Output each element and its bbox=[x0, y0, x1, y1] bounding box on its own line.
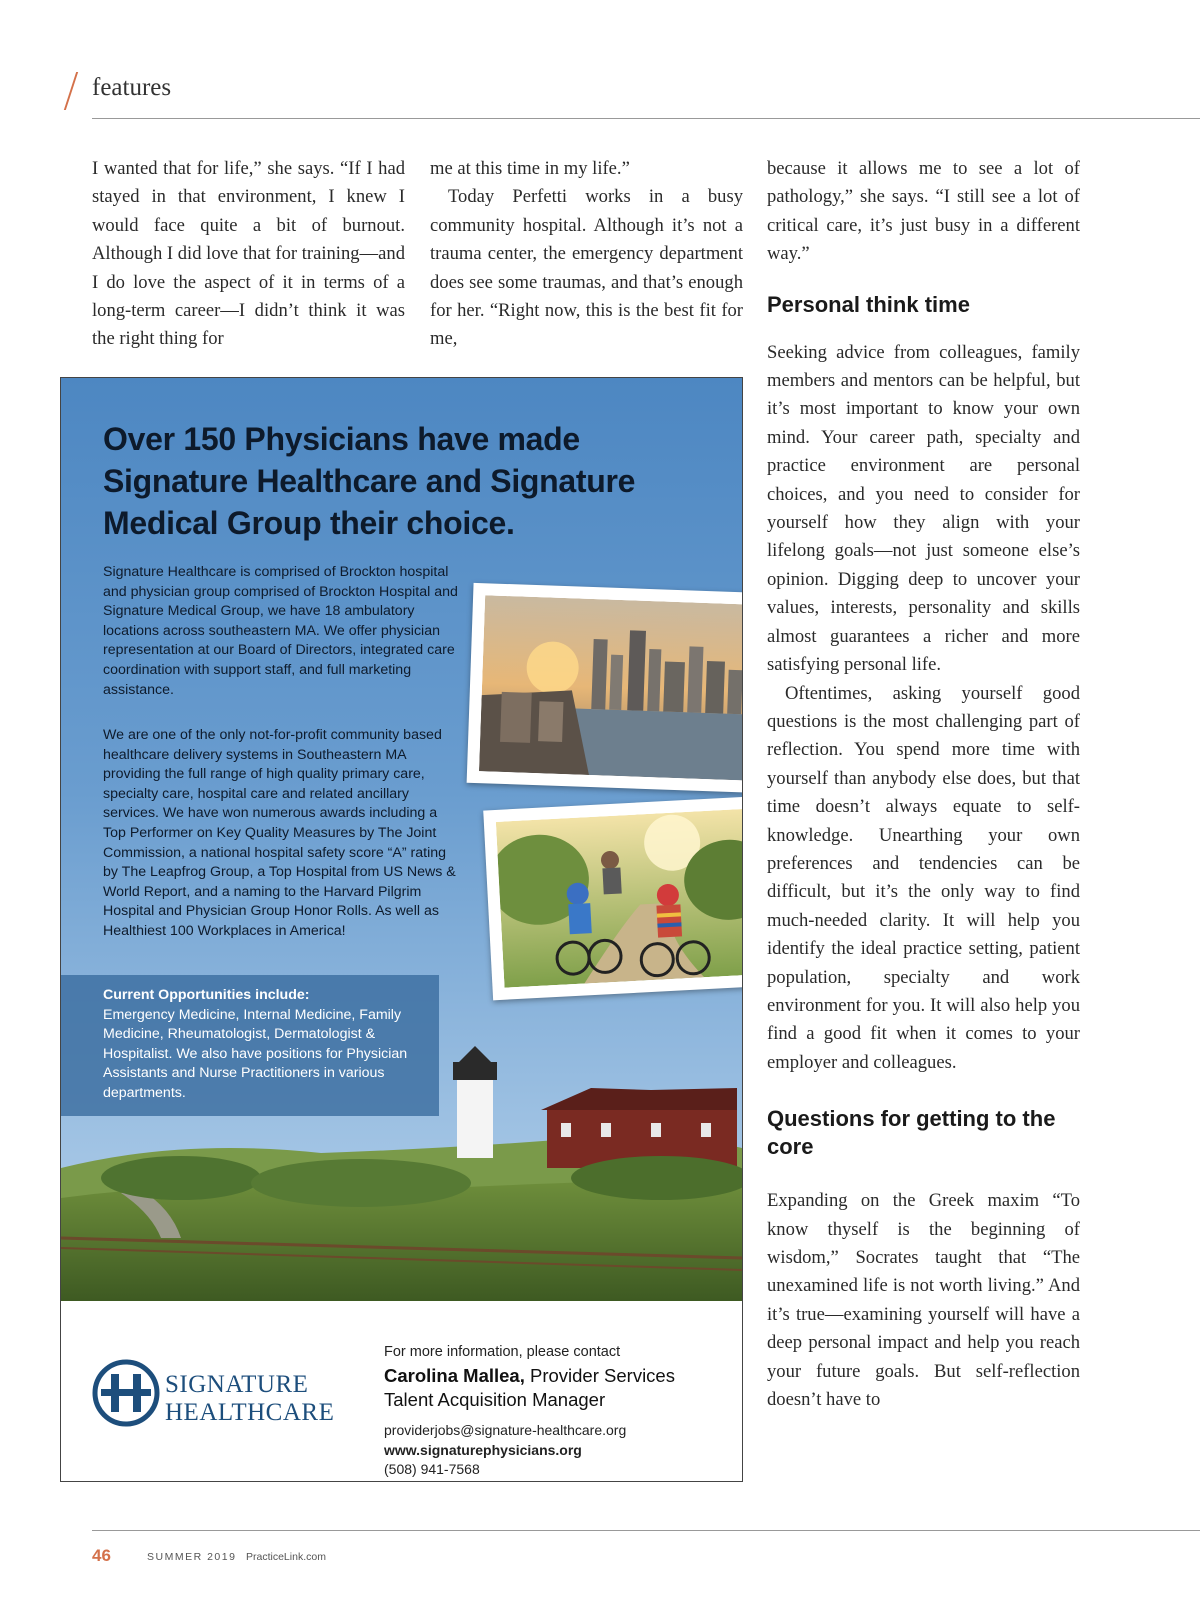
article-paragraph: I wanted that for life,” she says. “If I had stayed in that environment, I knew I would face quite a bit of burnout. Although I did love that for training—and I do love the aspect of it in terms of a long-term career—I didn’t think it was the right thing for bbox=[92, 158, 405, 350]
ad-paragraph-2: We are one of the only not-for-profit community based healthcare delivery systems in Southeastern MA providing the full range of high quality primary care, specialty care, hospital care and related ancillary services. We have won numerous awards including a Top Performer on Key Quality Measures by The Joint Commission, a national hospital safety score “A” rating by The Leapfrog Group, a Top Hospital from US News & World Report, and a naming to the Harvard Pilgrim Hospital and Physician Group Honor Rolls. As well as Healthiest 100 Workplaces in America! bbox=[103, 727, 456, 939]
article-paragraph: me at this time in my life.” bbox=[430, 158, 630, 179]
header-rule bbox=[92, 118, 1200, 119]
ad-contact-footer bbox=[61, 1301, 742, 1482]
subheading-questions: Questions for getting to the core bbox=[767, 1106, 1056, 1160]
ad-paragraph-1: Signature Healthcare is comprised of Brockton hospital and physician group comprised of Brockton Hospital and Signature Medical Group, we have 18 ambulatory locations across southeastern MA. We offer physician representation at our Board of Directors, integrated care coordination with support staff, and full marketing assistance. bbox=[103, 564, 458, 698]
signature-healthcare-logo-icon bbox=[91, 1358, 161, 1428]
site-label: PracticeLink.com bbox=[246, 1551, 326, 1563]
contact-intro: For more information, please contact bbox=[384, 1344, 621, 1360]
family-biking-photo bbox=[483, 796, 743, 1001]
article-paragraph: Seeking advice from colleagues, family members and mentors can be helpful, but it’s most important to know your own mind. Your career path, specialty and practice environment are personal choices, and you need to consider for yourself how they align with your lifelong goals—not just someone else’s opinion. Digging deep to uncover your values, interests, personality and skills almost guarantees a richer and more satisfying personal life. bbox=[767, 341, 1080, 676]
family-biking-illustration bbox=[496, 808, 743, 987]
issue-label: SUMMER 2019 bbox=[147, 1551, 237, 1563]
opportunities-title: Current Opportunities include: bbox=[103, 987, 310, 1003]
section-title: features bbox=[92, 74, 172, 101]
footer-rule bbox=[92, 1530, 1200, 1531]
city-skyline-photo bbox=[467, 583, 743, 793]
ad-background-photo bbox=[61, 378, 742, 1301]
page-number: 46 bbox=[92, 1546, 111, 1565]
signature-healthcare-ad bbox=[60, 377, 743, 1482]
ad-headline: Over 150 Physicians have made Signature Healthcare and Signature Medical Group their choice. bbox=[103, 421, 636, 541]
article-paragraph: Today Perfetti works in a busy community hospital. Although it’s not a trauma center, the emergency department does see some traumas, and that’s enough for her. “Right now, this is the best fit for me, bbox=[430, 186, 743, 350]
contact-phone: (508) 941-7568 bbox=[384, 1461, 480, 1477]
header-accent-slash bbox=[64, 72, 78, 110]
article-paragraph: because it allows me to see a lot of pathology,” she says. “I still see a lot of critical care, it’s just busy in a different way.” bbox=[767, 158, 1080, 265]
current-opportunities-box bbox=[61, 975, 439, 1116]
contact-website[interactable]: www.signaturephysicians.org bbox=[384, 1441, 582, 1458]
signature-healthcare-logo-wordmark: SIGNATURE HEALTHCARE bbox=[165, 1371, 335, 1426]
contact-details bbox=[384, 1421, 626, 1480]
article-column-3 bbox=[767, 155, 1080, 1414]
subheading-personal-think-time: Personal think time bbox=[767, 291, 970, 317]
article-column-2 bbox=[430, 155, 743, 354]
article-column-1 bbox=[92, 155, 405, 354]
city-skyline-illustration bbox=[479, 595, 743, 781]
opportunities-list: Emergency Medicine, Internal Medicine, Family Medicine, Rheumatologist, Dermatologist & Hospitalist. We also have positions for Physician Assistants and Nurse Practitioners in various departments. bbox=[103, 1006, 408, 1101]
article-paragraph: Oftentimes, asking yourself good questions is the most challenging part of reflection. You spend more time with yourself than anybody else does, but that time doesn’t always equate to self-knowledge. Unearthing your own preferences and tendencies can be difficult, but it’s the only way to find much-needed clarity. It will help you identify the ideal practice setting, patient population, specialty and work environment for you. It will also help you find a good fit when it comes to your employer and colleagues. bbox=[767, 682, 1080, 1073]
article-paragraph: Expanding on the Greek maxim “To know thyself is the beginning of wisdom,” Socrates taught that “The unexamined life is not worth living.” And it’s true—examining yourself will have a deep personal impact and help you reach your future goals. But self-reflection doesn’t have to bbox=[767, 1190, 1080, 1411]
contact-person: Carolina Mallea, Provider Services Talent Acquisition Manager bbox=[384, 1365, 675, 1410]
contact-email[interactable]: providerjobs@signature-healthcare.org bbox=[384, 1422, 627, 1438]
